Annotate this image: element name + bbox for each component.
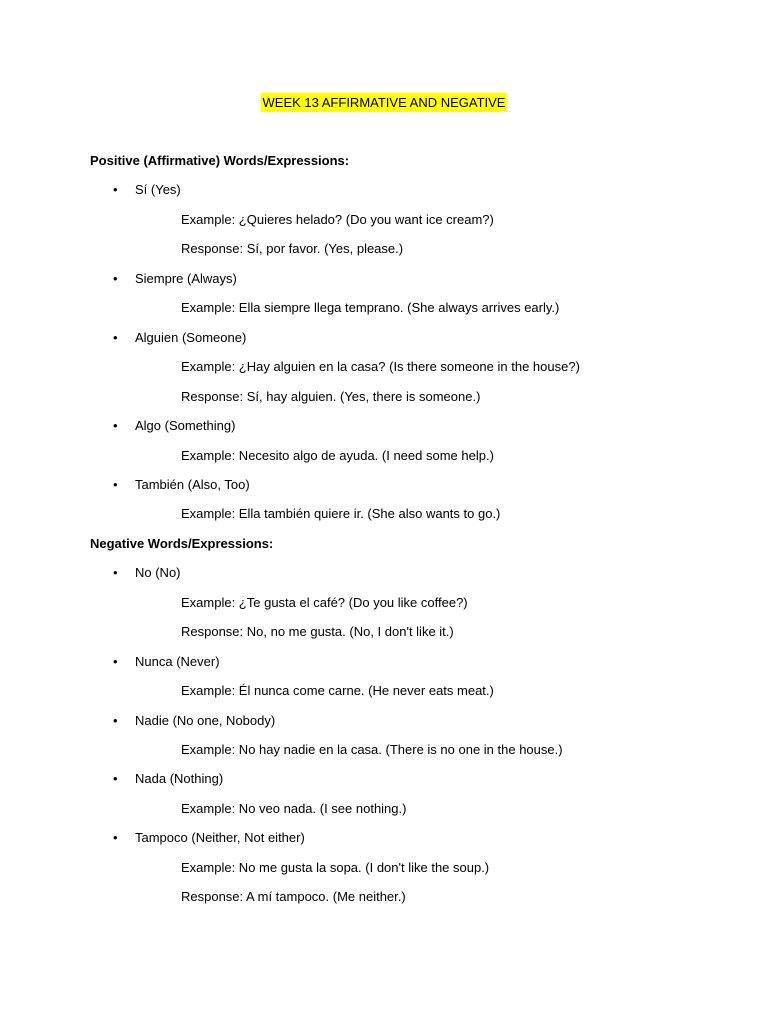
bullet-marker: • bbox=[113, 418, 118, 434]
response-line: Response: No, no me gusta. (No, I don't like it.) bbox=[181, 624, 454, 640]
example-line: Example: ¿Quieres helado? (Do you want ice cream?) bbox=[181, 211, 494, 227]
example-line: Example: Él nunca come carne. (He never eats meat.) bbox=[181, 683, 494, 699]
vocab-term: Nunca (Never) bbox=[135, 653, 220, 669]
vocab-term: Tampoco (Neither, Not either) bbox=[135, 830, 305, 846]
vocab-term: Nada (Nothing) bbox=[135, 771, 224, 787]
bullet-marker: • bbox=[113, 653, 118, 669]
bullet-marker: • bbox=[113, 712, 118, 728]
example-line: Example: ¿Te gusta el café? (Do you like coffee?) bbox=[181, 594, 468, 610]
example-line: Example: No me gusta la sopa. (I don't like the soup.) bbox=[181, 859, 490, 875]
response-line: Response: Sí, por favor. (Yes, please.) bbox=[181, 241, 404, 257]
example-line: Example: Ella también quiere ir. (She also wants to go.) bbox=[181, 506, 501, 522]
bullet-marker: • bbox=[113, 565, 118, 581]
bullet-marker: • bbox=[113, 830, 118, 846]
response-line: Response: A mí tampoco. (Me neither.) bbox=[181, 889, 406, 905]
section-heading: Positive (Affirmative) Words/Expressions: bbox=[90, 153, 350, 168]
bullet-marker: • bbox=[113, 270, 118, 286]
vocab-term: Algo (Something) bbox=[135, 418, 236, 434]
example-line: Example: No veo nada. (I see nothing.) bbox=[181, 800, 407, 816]
vocab-term: También (Also, Too) bbox=[135, 476, 250, 492]
example-line: Example: ¿Hay alguien en la casa? (Is there someone in the house?) bbox=[181, 359, 580, 375]
page-title: WEEK 13 AFFIRMATIVE AND NEGATIVE bbox=[262, 95, 506, 110]
title-wrap bbox=[0, 93, 768, 112]
section-heading: Negative Words/Expressions: bbox=[90, 535, 274, 551]
example-line: Example: No hay nadie en la casa. (There is no one in the house.) bbox=[181, 742, 563, 757]
bullet-marker: • bbox=[113, 182, 118, 198]
bullet-marker: • bbox=[113, 771, 118, 787]
bullet-marker: • bbox=[113, 476, 118, 492]
example-line: Example: Necesito algo de ayuda. (I need some help.) bbox=[181, 447, 494, 463]
vocab-term: Siempre (Always) bbox=[135, 270, 237, 286]
response-line: Response: Sí, hay alguien. (Yes, there is someone.) bbox=[181, 388, 481, 404]
vocab-term: Alguien (Someone) bbox=[135, 329, 247, 345]
example-line: Example: Ella siempre llega temprano. (She always arrives early.) bbox=[181, 300, 560, 316]
bullet-marker: • bbox=[113, 329, 118, 345]
vocab-term: No (No) bbox=[135, 565, 181, 581]
vocab-term: Sí (Yes) bbox=[135, 182, 181, 198]
vocab-term: Nadie (No one, Nobody) bbox=[135, 712, 276, 728]
